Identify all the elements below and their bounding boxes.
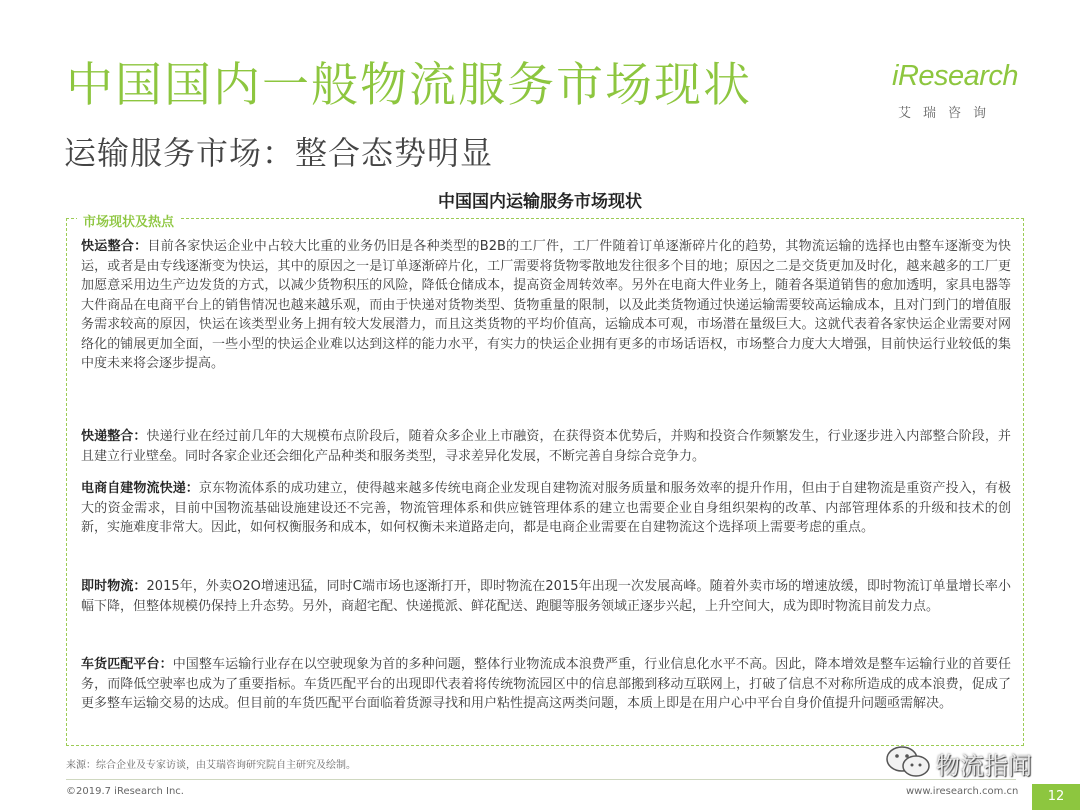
watermark xyxy=(884,742,1054,782)
panel-title: 中国国内运输服务市场现状 xyxy=(438,192,642,212)
paragraph-kuaiyun xyxy=(81,237,1011,374)
page-title: 中国国内一般物流服务市场现状 xyxy=(66,58,752,113)
paragraph-label: 电商自建物流快递： xyxy=(81,481,199,496)
paragraph-label: 快运整合： xyxy=(81,239,148,254)
paragraph-instant xyxy=(81,577,1011,616)
iresearch-logo xyxy=(892,60,1028,126)
paragraph-text: 京东物流体系的成功建立，使得越来越多传统电商企业发现自建物流对服务质量和服务效率的提升作用，但由于自建物流是重资产投入，有极大的资金需求，目前中国物流基础设施建设还不完善，物流管理体系和供应链管理体系的建立也需要企业自身组织架构的改革、内部管理体系的升级和技术的创新，实施难度非常大。因此，如何权衡服务和成本，如何权衡未来道路走向，都是电商企业需要在自建物流这个选择项上需要考虑的重点。 xyxy=(81,481,1011,535)
paragraph-label: 即时物流： xyxy=(81,579,147,594)
copyright: ©2019.7 iResearch Inc. xyxy=(66,786,184,797)
paragraph-matching xyxy=(81,655,1011,714)
page-subtitle: 运输服务市场：整合态势明显 xyxy=(64,134,494,172)
paragraph-ecommerce xyxy=(81,479,1011,538)
website-link[interactable]: www.iresearch.com.cn xyxy=(906,786,1019,797)
content-panel xyxy=(66,215,1024,746)
logo-wordmark: iResearch xyxy=(892,60,1019,92)
paragraph-text: 目前各家快运企业中占较大比重的业务仍旧是各种类型的B2B的工厂件，工厂件随着订单逐渐碎片化的趋势，其物流运输的选择也由整车逐渐变为快运，或者是由专线逐渐变为快运，其中的原因之一是订单逐渐碎片化，工厂需要将货物零散地发往很多个目的地；原因之二是交货更加及时化，越来越多的工厂更加愿意采用边生产边发货的方式，以减少货物积压的风险，降低仓储成本，提高资金周转效率。另外在电商大件业务上，随着各渠道销售的愈加透明，家具电器等大件商品在电商平台上的销售情况也越来越乐观，而由于快递对货物类型、货物重量的限制，以及此类货物通过快递运输需要较高运输成本，且对门到门的增值服务需求较高的原因，快运在该类型业务上拥有较大发展潜力，而且这类货物的平均价值高，运输成本可观，市场潜在量级巨大。这就代表着各家快运企业需要对网络化的铺展更加全面，一些小型的快运企业难以达到这样的能力水平，有实力的快运企业拥有更多的市场话语权，市场整合力度大大增强，目前快运行业较低的集中度未来将会逐步提高。 xyxy=(81,239,1011,371)
logo-chinese-name: 艾瑞咨询 xyxy=(898,106,999,121)
wechat-icon xyxy=(884,744,934,780)
paragraph-label: 快递整合： xyxy=(81,429,147,444)
paragraph-kuaidi xyxy=(81,427,1011,466)
paragraph-text: 中国整车运输行业存在以空驶现象为首的多种问题，整体行业物流成本浪费严重，行业信息化水平不高。因此，降本增效是整车运输行业的首要任务，而降低空驶率也成为了重要指标。车货匹配平台的出现即代表着将传统物流园区中的信息部搬到移动互联网上，打破了信息不对称所造成的成本浪费，促成了更多整车运输交易的达成。但目前的车货匹配平台面临着货源寻找和用户粘性提高这两类问题，本质上即是在用户心中平台自身价值提升问题亟需解决。 xyxy=(81,657,1011,711)
source-note: 来源：综合企业及专家访谈，由艾瑞咨询研究院自主研究及绘制。 xyxy=(66,760,356,771)
panel-tag: 市场现状及热点 xyxy=(77,211,180,230)
page-number: 12 xyxy=(1032,784,1080,810)
paragraph-label: 车货匹配平台： xyxy=(81,657,173,672)
paragraph-text: 2015年，外卖O2O增速迅猛，同时C端市场也逐渐打开，即时物流在2015年出现一次发展高峰。随着外卖市场的增速放缓，即时物流订单量增长率小幅下降，但整体规模仍保持上升态势。另外，商超宅配、快递揽派、鲜花配送、跑腿等服务领域正逐步兴起，上升空间大，成为即时物流目前发力点。 xyxy=(81,579,1011,614)
footer-divider xyxy=(66,779,1016,780)
watermark-text: 物流指闻 xyxy=(936,752,1032,780)
paragraph-text: 快递行业在经过前几年的大规模布点阶段后，随着众多企业上市融资，在获得资本优势后，并购和投资合作频繁发生，行业逐步进入内部整合阶段，并且建立行业壁垒。同时各家企业还会细化产品种类和服务类型，寻求差异化发展，不断完善自身综合竞争力。 xyxy=(81,429,1011,464)
